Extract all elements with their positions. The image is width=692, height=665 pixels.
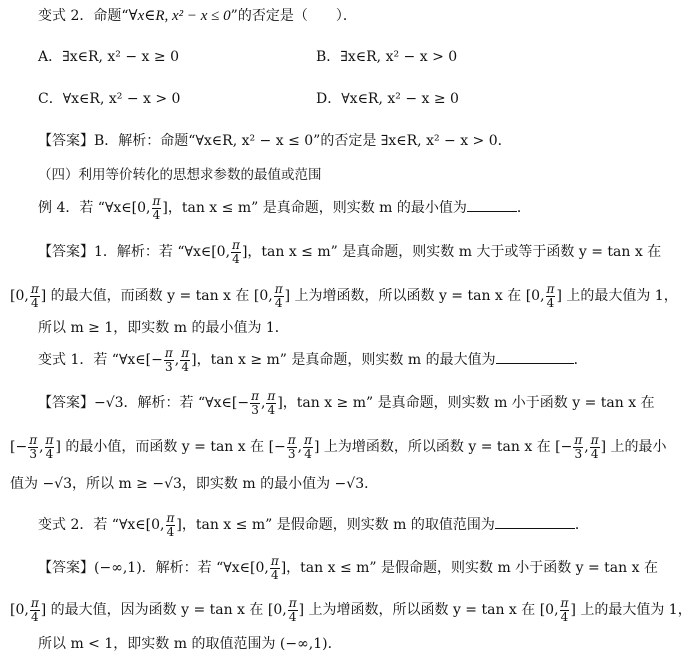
fraction-numerator: π <box>590 432 599 447</box>
fraction-denominator: 3 <box>165 359 173 374</box>
ex4-end: ． <box>516 200 531 216</box>
fraction-pi-over-4 <box>30 597 40 624</box>
section-heading: （四）利用等价转化的思想求参数的最值或范围 <box>38 167 322 182</box>
fraction-pi-over-3 <box>250 390 260 417</box>
fraction-denominator: 4 <box>30 609 39 624</box>
ans2-mid: ] 的最大值，而函数 y = tan x 在 [0, <box>40 288 273 304</box>
fraction-numerator: π <box>267 388 276 403</box>
fraction-numerator: π <box>30 595 39 610</box>
answer-2-line-1 <box>38 237 661 267</box>
fraction-pi-over-3 <box>287 434 297 461</box>
fraction-numerator: π <box>30 281 39 296</box>
fraction-numerator: π <box>287 432 296 447</box>
example-4 <box>38 193 531 223</box>
fraction-pi-over-4 <box>266 390 276 417</box>
fraction-numerator: π <box>274 281 283 296</box>
fraction-denominator: 3 <box>287 446 296 461</box>
q-suffix: ”的否定是（ ）． <box>230 8 357 24</box>
fraction-pi-over-4 <box>270 555 280 582</box>
question-variant-2 <box>38 6 357 26</box>
ans3-comma: , <box>584 439 589 455</box>
answer-1: 【答案】B．解析：命题“∀x∈R, x² − x ≤ 0”的否定是 ∃x∈R, x² − x > 0． <box>38 133 512 149</box>
ans2-interval-start: [0, <box>10 288 29 304</box>
fraction-numerator: π <box>560 595 569 610</box>
ex4-prefix: 例 4．若 “∀x∈[0, <box>38 200 151 216</box>
fraction-denominator: 4 <box>30 295 39 310</box>
fraction-denominator: 4 <box>166 524 175 539</box>
option-d: D．∀x∈R, x² − x ≥ 0 <box>316 91 459 107</box>
ans3-prefix: 【答案】−√3．解析：若 “∀x∈[− <box>38 395 250 411</box>
fraction-pi-over-4 <box>288 597 298 624</box>
fraction-denominator: 4 <box>304 446 312 461</box>
ans3-body: ]，tan x ≥ m” 是真命题，则实数 m 小于函数 y = tan x 在 <box>277 395 655 411</box>
ans2-end: ] 上的最大值为 1， <box>556 288 678 304</box>
fraction-numerator: π <box>574 432 583 447</box>
fraction-numerator: π <box>152 193 161 208</box>
fraction-denominator: 3 <box>251 402 259 417</box>
answer-3-line-3: 值为 −√3，所以 m ≥ −√3，即实数 m 的最小值为 −√3． <box>10 476 379 492</box>
fraction-pi-over-4 <box>546 283 556 310</box>
fraction-numerator: π <box>45 432 54 447</box>
v2-end: ． <box>574 517 589 533</box>
fraction-denominator: 4 <box>270 567 279 582</box>
fraction-pi-over-3 <box>28 434 38 461</box>
ans4-prefix: 【答案】(−∞,1)．解析：若 “∀x∈[0, <box>38 560 269 576</box>
q-proposition: ∀x∈R, x² − x ≤ 0 <box>128 8 231 24</box>
v1-body: ]，tan x ≥ m” 是真命题，则实数 m 的最大值为 <box>191 352 496 368</box>
answer-blank <box>467 197 517 212</box>
fraction-pi-over-4 <box>152 195 162 222</box>
fraction-numerator: π <box>181 345 190 360</box>
ans2-mid-2: ] 上为增函数，所以函数 y = tan x 在 [0, <box>284 288 545 304</box>
fraction-pi-over-4 <box>590 434 600 461</box>
answer-blank <box>496 349 574 364</box>
ans4-mid-2: ] 上为增函数，所以函数 y = tan x 在 [0, <box>298 602 559 618</box>
fraction-denominator: 4 <box>288 609 297 624</box>
ans3-mid-2: ] 上为增函数，所以函数 y = tan x 在 [− <box>314 439 573 455</box>
fraction-numerator: π <box>29 432 38 447</box>
v2-body: ]，tan x ≤ m” 是假命题，则实数 m 的取值范围为 <box>176 517 495 533</box>
fraction-pi-over-4 <box>45 434 55 461</box>
fraction-pi-over-4 <box>180 347 190 374</box>
fraction-pi-over-4 <box>560 597 570 624</box>
answer-4-line-3: 所以 m < 1，即实数 m 的取值范围为 (−∞,1)． <box>38 636 342 652</box>
ans3-mid: ] 的最小值，而函数 y = tan x 在 [− <box>55 439 286 455</box>
ans2-prefix: 【答案】1．解析：若 “∀x∈[0, <box>38 244 231 260</box>
fraction-pi-over-4 <box>303 434 313 461</box>
variant-2-second <box>38 510 589 540</box>
ans3-comma: , <box>297 439 303 455</box>
q-prefix: 变式 2．命题“ <box>38 8 129 24</box>
v1-comma: , <box>174 352 180 368</box>
ans3-comma: , <box>39 439 44 455</box>
ans2-body: ]，tan x ≤ m” 是真命题，则实数 m 大于或等于函数 y = tan x 在 <box>241 244 662 260</box>
fraction-pi-over-4 <box>166 512 176 539</box>
fraction-denominator: 4 <box>45 446 54 461</box>
ans4-interval-start: [0, <box>10 602 29 618</box>
fraction-denominator: 4 <box>560 609 569 624</box>
fraction-denominator: 4 <box>546 295 555 310</box>
ans4-body: ]，tan x ≤ m” 是假命题，则实数 m 小于函数 y = tan x 在 <box>280 560 658 576</box>
v2-prefix: 变式 2．若 “∀x∈[0, <box>38 517 165 533</box>
answer-2-line-2 <box>10 281 678 311</box>
fraction-denominator: 3 <box>574 446 583 461</box>
ex4-body: ]，tan x ≤ m” 是真命题，则实数 m 的最小值为 <box>162 200 467 216</box>
fraction-denominator: 4 <box>181 359 189 374</box>
variant-1 <box>38 345 588 375</box>
fraction-pi-over-4 <box>231 239 241 266</box>
answer-2-line-3: 所以 m ≥ 1，即实数 m 的最小值为 1． <box>38 320 289 336</box>
fraction-numerator: π <box>288 595 297 610</box>
fraction-numerator: π <box>270 553 279 568</box>
fraction-pi-over-3 <box>573 434 583 461</box>
answer-blank <box>495 514 575 529</box>
fraction-denominator: 4 <box>590 446 599 461</box>
fraction-pi-over-4 <box>274 283 284 310</box>
fraction-denominator: 4 <box>267 402 276 417</box>
fraction-denominator: 4 <box>152 207 161 222</box>
answer-4-line-2 <box>10 595 692 625</box>
fraction-numerator: π <box>304 432 313 447</box>
ans3-end: ] 上的最小 <box>600 439 667 455</box>
fraction-denominator: 4 <box>274 295 283 310</box>
option-c: C．∀x∈R, x² − x > 0 <box>38 91 181 107</box>
fraction-denominator: 3 <box>29 446 37 461</box>
option-a: A．∃x∈R, x² − x ≥ 0 <box>38 49 179 65</box>
answer-3-line-1 <box>38 388 655 418</box>
ans4-mid: ] 的最大值，因为函数 y = tan x 在 [0, <box>40 602 287 618</box>
ans4-end: ] 上的最大值为 1， <box>570 602 692 618</box>
fraction-pi-over-3 <box>164 347 174 374</box>
fraction-numerator: π <box>164 345 173 360</box>
v1-prefix: 变式 1．若 “∀x∈[− <box>38 352 163 368</box>
fraction-numerator: π <box>546 281 555 296</box>
answer-3-line-2 <box>10 432 667 462</box>
fraction-numerator: π <box>232 237 240 252</box>
ans3-comma: , <box>260 395 266 411</box>
answer-4-line-1 <box>38 553 658 583</box>
fraction-pi-over-4 <box>30 283 40 310</box>
fraction-numerator: π <box>166 510 175 525</box>
ans3-interval-start: [− <box>10 439 28 455</box>
option-b: B．∃x∈R, x² − x > 0 <box>316 49 458 65</box>
v1-end: ． <box>573 352 588 368</box>
fraction-numerator: π <box>251 388 259 403</box>
fraction-denominator: 4 <box>232 251 240 266</box>
